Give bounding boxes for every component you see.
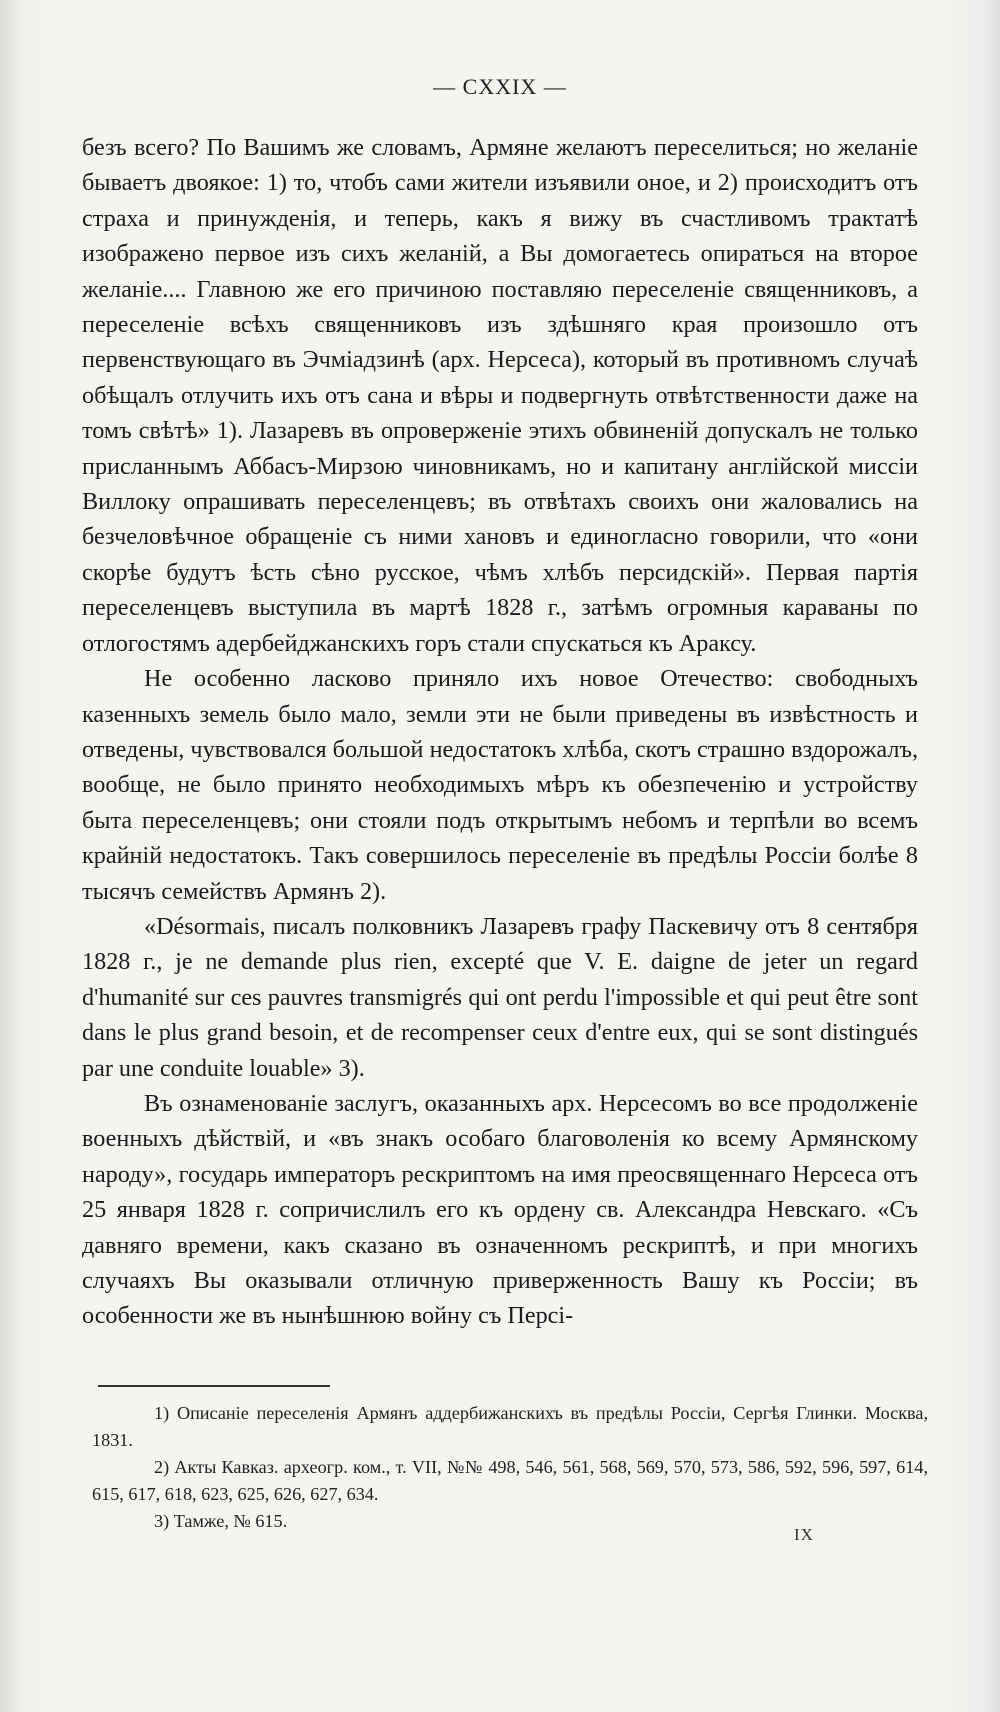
printer-signature-mark: IX	[794, 1525, 814, 1544]
paragraph-4: Въ ознаменованіе заслугъ, оказанныхъ арх. Нерсесомъ во все продолженіе военныхъ дѣйствій, и «въ знакъ особаго благоволенія ко всему Армянскому народу», государь императоръ рескриптомъ на имя преосвященнаго Нерсеса отъ 25 января 1828 г. сопричислилъ его къ ордену св. Александра Невскаго. «Съ давняго времени, какъ сказано въ означенномъ рескриптѣ, и при многихъ случаяхъ Вы оказывали отличную приверженность Вашу къ Россіи; въ особенности же въ нынѣшнюю войну съ Персі-	[82, 1089, 918, 1330]
footnotes	[92, 1400, 928, 1535]
footnote-divider	[98, 1385, 330, 1387]
footnote-3: 3) Тамже, № 615.	[154, 1511, 288, 1531]
page-number-header: — CXXIX —	[433, 74, 567, 99]
footnote-1: 1) Описаніе переселенія Армянъ аддербижанскихъ въ предѣлы Россіи, Сергѣя Глинки. Москва, 1831.	[92, 1403, 928, 1450]
footnote-2: 2) Акты Кавказ. археогр. ком., т. VII, №№ 498, 546, 561, 568, 569, 570, 573, 586, 592, 596, 597, 614, 615, 617, 618, 623, 625, 626, 627, 634.	[92, 1457, 928, 1504]
paragraph-3: «Désormais, писалъ полковникъ Лазаревъ графу Паскевичу отъ 8 сентября 1828 г., je ne demande plus rien, excepté que V. E. daigne de jeter un regard d'humanité sur ces pauvres transmigrés qui ont perdu l'impossible et qui peut être sont dans le plus grand besoin, et de recompenser ceux d'entre eux, qui se sont distingués par une conduite louable» 3).	[82, 912, 918, 1082]
paragraph-1: безъ всего? По Вашимъ же словамъ, Армяне желаютъ переселиться; но желаніе бываетъ двоякое: 1) то, чтобъ сами жители изъявили оное, и 2) происходитъ отъ страха и принужденія, и теперь, какъ я вижу въ счастливомъ трактатѣ изображено первое изъ сихъ желаній, а Вы домогаетесь опираться на второе желаніе.... Главною же его причиною поставляю переселеніе священниковъ, а переселеніе всѣхъ священниковъ изъ здѣшняго края произошло отъ первенствующаго въ Эчміадзинѣ (арх. Нерсеса), который въ противномъ случаѣ обѣщалъ отлучить ихъ отъ сана и вѣры и подвергнуть отвѣтственности даже на томъ свѣтѣ» 1). Лазаревъ въ опроверженіе этихъ обвиненій допускалъ не только присланнымъ Аббасъ-Мирзою чиновникамъ, но и капитану англійской миссіи Виллоку опрашивать переселенцевъ; въ отвѣтахъ своихъ они жаловались на безчеловѣчное обращеніе съ ними хановъ и единогласно говорили, что «они скорѣе будутъ ѣсть сѣно русское, чѣмъ хлѣбъ персидскій». Первая партія переселенцевъ выступила въ мартѣ 1828 г., затѣмъ огромныя караваны по отлогостямъ адербейджанскихъ горъ стали спускаться къ Араксу.	[82, 134, 918, 657]
paragraph-2: Не особенно ласково приняло ихъ новое Отечество: свободныхъ казенныхъ земель было мало, земли эти не были приведены въ извѣстность и отведены, чувствовался большой недостатокъ хлѣба, скотъ страшно вздорожалъ, вообще, не было принято необходимыхъ мѣръ къ обезпеченію и устройству быта переселенцевъ; они стояли подъ открытымъ небомъ и терпѣли во всемъ крайній недостатокъ. Такъ совершилось переселеніе въ предѣлы Россіи болѣе 8 тысячъ семействъ Армянъ 2).	[82, 665, 918, 905]
main-text	[82, 130, 918, 1334]
